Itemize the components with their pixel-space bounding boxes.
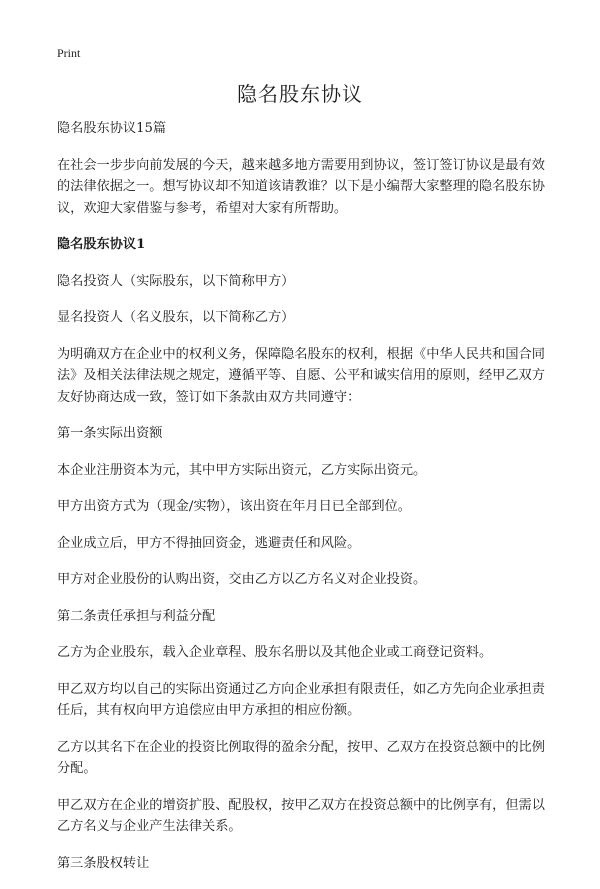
intro-paragraph: 在社会一步步向前发展的今天，越来越多地方需要用到协议，签订签订协议是最有效的法律依据之一。想写协议却不知道该请教谁？以下是小编帮大家整理的隐名股东协议，欢迎大家借鉴与参考，希望对大家有所帮助。 [57, 157, 545, 216]
article-paragraph: 甲方出资方式为（现金/实物），该出资在年月日已全部到位。 [57, 499, 411, 514]
article-paragraph: 乙方以其名下在企业的投资比例取得的盈余分配，按甲、乙双方在投资总额中的比例分配。 [57, 739, 545, 776]
party-a-line: 隐名投资人（实际股东，以下简称甲方） [57, 273, 295, 289]
print-link[interactable]: Print [57, 46, 81, 60]
party-b-line: 显名投资人（名义股东，以下简称乙方） [57, 310, 295, 325]
preamble-paragraph: 为明确双方在企业中的权利义务，保障隐名股东的权利，根据《中华人民共和国合同法》及相关法律法规之规定，遵循平等、自愿、公平和诚实信用的原则，经甲乙双方友好协商达成一致，签订如下条款由双方共同遵守： [57, 346, 545, 405]
article-heading: 第一条实际出资额 [57, 426, 163, 441]
document-title: 隐名股东协议 [237, 82, 363, 106]
article-paragraph: 乙方为企业股东，载入企业章程、股东名册以及其他企业或工商登记资料。 [57, 645, 493, 660]
document-body [57, 118, 553, 889]
article-paragraph: 甲乙双方在企业的增资扩股、配股权，按甲乙双方在投资总额中的比例享有，但需以乙方名义与企业产生法律关系。 [57, 797, 545, 834]
article-paragraph: 甲方对企业股份的认购出资，交由乙方以乙方名义对企业投资。 [57, 572, 427, 587]
article-paragraph: 甲乙双方均以自己的实际出资通过乙方向企业承担有限责任，如乙方先向企业承担责任后，其有权向甲方追偿应由甲方承担的相应份额。 [57, 681, 545, 718]
article-heading: 第三条股权转让 [57, 855, 150, 871]
article-paragraph: 本企业注册资本为元，其中甲方实际出资元，乙方实际出资元。 [57, 462, 427, 478]
section-heading: 隐名股东协议1 [57, 237, 146, 252]
article-heading: 第二条责任承担与利益分配 [57, 608, 216, 624]
article-paragraph: 企业成立后，甲方不得抽回资金，逃避责任和风险。 [57, 535, 361, 551]
document-subtitle: 隐名股东协议15篇 [57, 121, 167, 136]
